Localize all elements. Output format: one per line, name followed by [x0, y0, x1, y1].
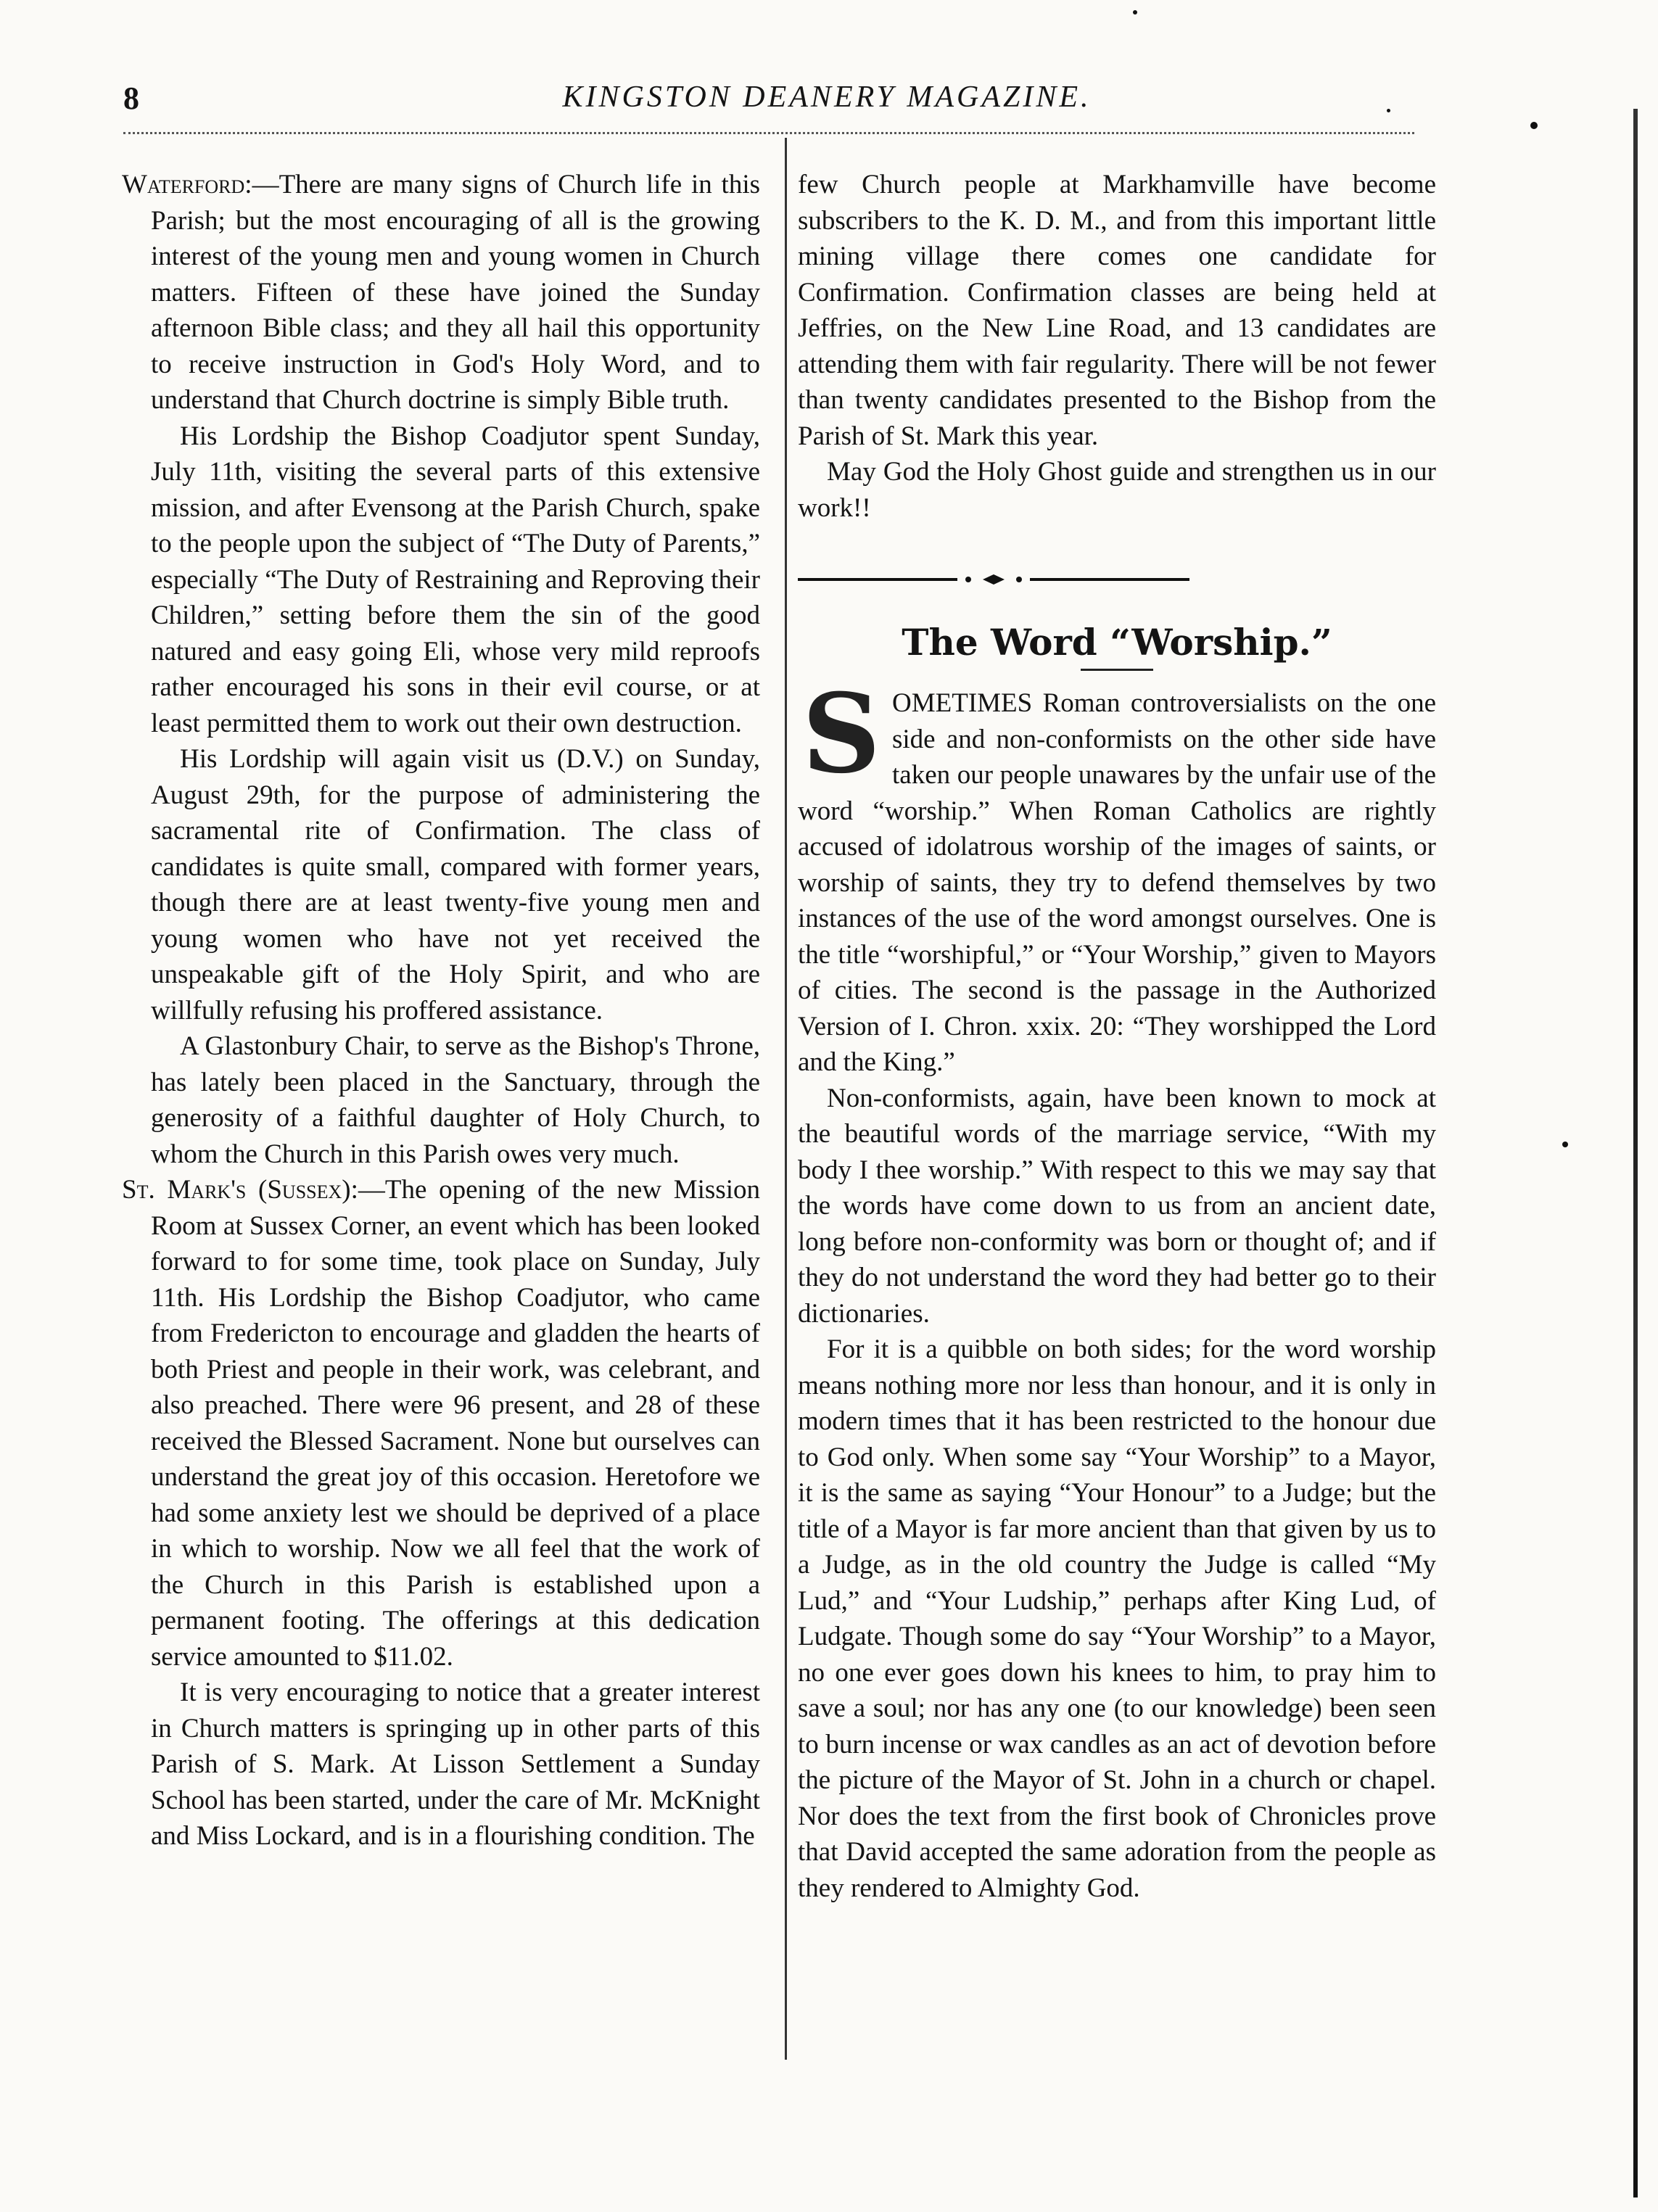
- waterford-text: —There are many signs of Church life in this Parish; but the most encouraging of all is the growing interest of the young men and young women in Church matters. Fifteen of these have joined the Sunday afternoon Bible class; and they all hail this opportunity to receive instruction in God's Holy Word, and to understand that Church doctrine is simply Bible truth.: [151, 170, 760, 415]
- continued-paragraph: few Church people at Markhamville have become subscribers to the K. D. M., and from this important little mining village there comes one candidate for Confirmation. Confirmation classes are being held at Jeffries, on the New Line Road, and 13 candidates are attending them with fair regularity. There will be not fewer than twenty candidates presented to the Bishop from the Parish of St. Mark this year.: [798, 170, 1436, 451]
- article-paragraph-1: [798, 670, 1436, 1081]
- speck: [1133, 10, 1137, 15]
- ornament-rule-icon: [798, 572, 1189, 587]
- left-column: [122, 167, 760, 1854]
- speck: [1530, 122, 1538, 129]
- dropcap-letter: S: [801, 670, 881, 798]
- column-divider: [785, 138, 787, 2060]
- speck: [1562, 1142, 1568, 1147]
- article-paragraph-2: Non-conformists, again, have been known to mock at the beautiful words of the marriage service, “With my body I thee worship.” With respect to this we may say that the words have come down to us from an ancient date, long before non-conformity was born or thought of; and if they do not understand the word they had better go to their dictionaries.: [798, 1083, 1436, 1329]
- waterford-paragraph: [122, 167, 760, 418]
- st-marks-heading: St. Mark's (Sussex):: [122, 1175, 358, 1205]
- article-title: The Word “Worship.”: [902, 620, 1332, 664]
- prayer-paragraph: May God the Holy Ghost guide and strengthen us in our work!!: [798, 457, 1436, 523]
- bishop-visit-paragraph: His Lordship the Bishop Coadjutor spent Sunday, July 11th, visiting the several parts of this extensive mission, and after Evensong at the Parish Church, spake to the people upon the subject of “The Duty of Parents,” especially “The Duty of Restraining and Reproving their Children,” setting before them the sin of the good natured and easy going Eli, whose very mild reproofs rather encouraged his sons in their evil course, or at least permitted them to work out their own destruction.: [151, 421, 760, 738]
- page-number: 8: [123, 81, 139, 116]
- waterford-heading: Waterford:: [122, 170, 252, 199]
- binding-edge: [1633, 109, 1638, 2197]
- lisson-paragraph: It is very encouraging to notice that a greater interest in Church matters is springing up in other parts of this Parish of S. Mark. At Lisson Settlement a Sunday School has been started, under the care of Mr. McKnight and Miss Lockard, and is in a flourishing condition. The: [151, 1677, 760, 1851]
- st-marks-paragraph: [122, 1172, 760, 1675]
- article-paragraph-1-text: Roman controversialists on the one side and non-conformists on the other side have taken our people unawares by the unfair use of the word “worship.” When Roman Catholics are rightly accused of idolatrous worship of the images of saints, or worship of saints, they try to defend themselves by two instances of the use of the word amongst ourselves. One is the title “worshipful,” or “Your Worship,” given to Mayors of cities. The second is the passage in the Authorized Version of I. Chron. xxix. 20: “They worshipped the Lord and the King.”: [798, 688, 1436, 1077]
- speck: [1387, 109, 1390, 112]
- right-column: [798, 167, 1436, 1906]
- first-word: OMETIMES: [892, 688, 1033, 718]
- st-marks-text: —The opening of the new Mission Room at Sussex Corner, an event which has been looked forward to for some time, took place on Sunday, July 11th. His Lordship the Bishop Coadjutor, who came from Fredericton to encourage and gladden the hearts of both Priest and people in their work, was celebrant, and also preached. There were 96 present, and 28 of these received the Blessed Sacrament. None but ourselves can understand the great joy of this occasion. Heretofore we had some anxiety lest we should be deprived of a place in which to worship. Now we all feel that the work of the Church in this Parish is established upon a permanent footing. The offerings at this dedication service amounted to $11.02.: [151, 1175, 760, 1672]
- header-rule: [123, 132, 1414, 134]
- glastonbury-chair-paragraph: A Glastonbury Chair, to serve as the Bishop's Throne, has lately been placed in the Sanctuary, through the generosity of a faithful daughter of Holy Church, to whom the Church in this Parish owes very much.: [151, 1031, 760, 1169]
- article-title-rule: [1081, 669, 1153, 671]
- running-title: KINGSTON DEANERY MAGAZINE.: [562, 81, 1092, 114]
- article-paragraph-3: For it is a quibble on both sides; for the word worship means nothing more nor less than honour, and it is only in modern times that it has been restricted to the honour due to God only. When some say “Your Worship” to a Mayor, it is the same as saying “Your Honour” to a Judge; but the title of a Mayor is far more ancient than that given by us to a Judge, as in the old country the Judge is called “My Lud,” and “Your Ludship,” perhaps after King Lud, of Ludgate. Though some do say “Your Worship” to a Mayor, no one ever goes down his knees to him, to pray him to save a soul; nor has any one (to our knowledge) been seen to burn incense or wax candles as an act of devotion before the picture of the Mayor of St. John in a church or chapel. Nor does the text from the first book of Chronicles prove that David accepted the same adoration from the people as they rendered to Almighty God.: [798, 1334, 1436, 1903]
- confirmation-paragraph: His Lordship will again visit us (D.V.) on Sunday, August 29th, for the purpose of administering the sacramental rite of Confirmation. The class of candidates is quite small, compared with former years, though there are at least twenty-five young men and young women who have not yet received the unspeakable gift of the Holy Spirit, and who are willfully refusing his proffered assistance.: [151, 744, 760, 1025]
